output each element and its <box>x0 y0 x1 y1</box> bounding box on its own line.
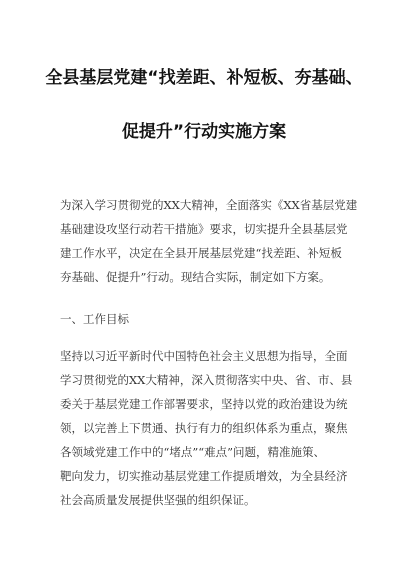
document-title-line-2: 促提升”行动实施方案 <box>121 122 287 142</box>
body-paragraph <box>60 344 360 512</box>
intro-line-4: 夯基础、促提升”行动。现结合实际，制定如下方案。 <box>60 270 331 284</box>
body-line-5: 各领域党建工作中的“堵点”“难点”问题，精准施策、 <box>60 445 326 459</box>
body-line-3: 委关于基层党建工作部署要求，坚持以党的政治建设为统 <box>60 397 348 411</box>
body-line-2: 学习贯彻党的XX大精神，深入贯彻落实中央、省、市、县 <box>60 373 353 387</box>
intro-paragraph <box>60 193 360 289</box>
intro-line-1: 为深入学习贯彻党的XX大精神，全面落实《XX省基层党建 <box>60 198 358 212</box>
document-title-line-1: 全县基层党建“找差距、补短板、夯基础、 <box>45 68 363 88</box>
body-line-1: 坚持以习近平新时代中国特色社会主义思想为指导，全面 <box>60 349 348 363</box>
body-line-4: 领，以完善上下贯通、执行有力的组织体系为重点，聚焦 <box>60 421 348 435</box>
intro-line-2: 基础建设攻坚行动若干措施》要求，切实提升全县基层党 <box>60 222 348 236</box>
intro-line-3: 建工作水平，决定在全县开展基层党建“找差距、补短板 <box>60 246 342 260</box>
section-heading: 一、工作目标 <box>60 312 129 326</box>
body-line-6: 靶向发力，切实推动基层党建工作提质增效，为全县经济 <box>60 469 348 483</box>
body-line-7: 社会高质量发展提供坚强的组织保证。 <box>60 493 256 507</box>
